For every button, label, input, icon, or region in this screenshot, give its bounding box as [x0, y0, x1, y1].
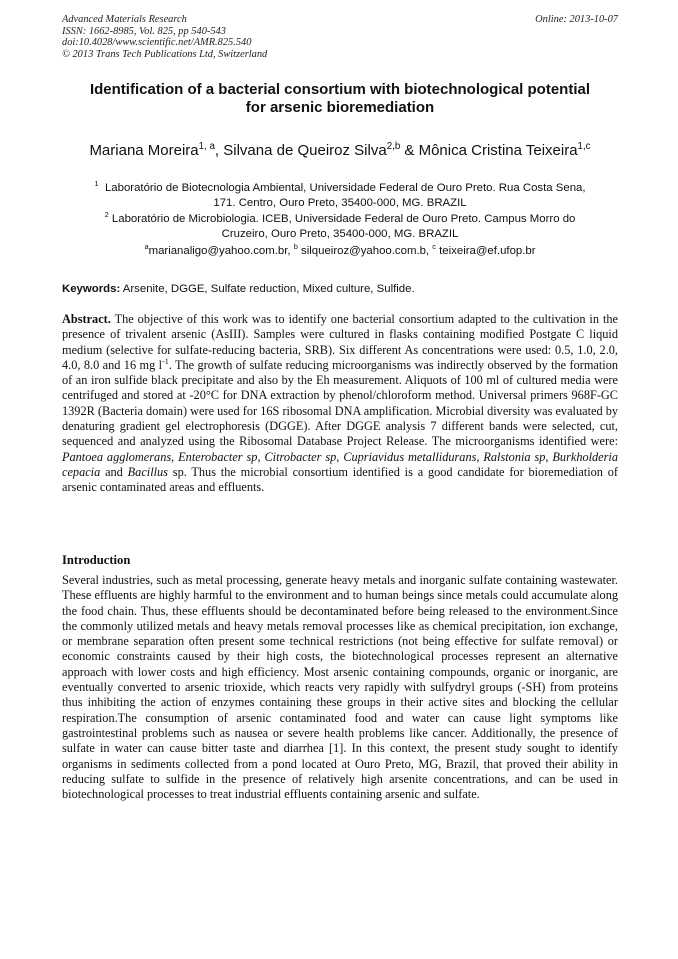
abstract [62, 312, 618, 496]
affiliation-2-line-1 [62, 212, 618, 227]
abstract-label: Abstract. [62, 312, 111, 326]
email-2[interactable]: silqueiroz@yahoo.com.b, [297, 245, 433, 257]
journal-header [62, 14, 618, 60]
affiliation-1-line-1 [62, 181, 618, 196]
abstract-sep-6: and [100, 464, 128, 479]
abstract-text-1: The objective of this work was to identify one bacterial consortium adapted to the cultivation in the presence of trivalent arsenic (AsIII). Samples were cultured in flasks containing modified Postgate C liquid medium (selective for sulfate-reducing bacteria, SRB). Six different As concentrations were used: 0.5, 1.0, 2.0, 4.0, 8.0 and 16 mg l [62, 312, 618, 372]
organism-7: Bacillus [127, 464, 168, 479]
affiliation-1-text: Laboratório de Biotecnologia Ambiental, Universidade Federal de Ouro Preto. Rua Costa Sena, [104, 182, 586, 194]
email-1-sup: a [144, 242, 149, 252]
affiliations [62, 181, 618, 243]
email-3-sup: c [432, 242, 436, 252]
journal-issn: ISSN: 1662-8985, Vol. 825, pp 540-543 [62, 25, 226, 37]
affiliation-1-line-2: 171. Centro, Ouro Preto, 35400-000, MG. BRAZIL [213, 197, 467, 210]
keywords-label: Keywords: [62, 283, 121, 295]
abstract-text-3: sp. Thus the microbial consortium identified is a good candidate for bioremediation of arsenic contaminated areas and effluents. [62, 464, 618, 495]
affiliation-2-text: Laboratório de Microbiologia. ICEB, Universidade Federal de Ouro Preto. Campus Morro do [111, 212, 576, 225]
author-2-sup: 2,b [386, 141, 401, 152]
organism-1: Pantoea agglomerans [62, 449, 172, 464]
organism-2: Enterobacter sp [178, 449, 258, 464]
affiliation-1-sup: 1 [94, 179, 99, 189]
email-2-sup: b [293, 242, 298, 252]
keywords [62, 282, 618, 296]
email-3[interactable]: teixeira@ef.ufop.br [435, 245, 536, 257]
abstract-sep-5: , [545, 449, 553, 464]
author-1-sup: 1, a [198, 141, 215, 152]
organism-5: Ralstonia sp [483, 449, 546, 464]
author-separator-1: , Silvana de Queiroz Silva [214, 142, 387, 159]
abstract-sep-3: , [336, 449, 344, 464]
organism-4: Cupriavidus metallidurans [343, 449, 477, 464]
abstract-sep-1: , [171, 449, 179, 464]
abstract-text-2: . The growth of sulfate reducing microorganisms was indirectly observed by the formation of an iron sulfide black precipitate and also by the Eh measurement. Aliquots of 100 ml of cultured media were centrifuged and stored at -20°C for DNA extraction by phenol/chloroform method. Universal primers 968F-GC 1392R (Bacteria domain) were used for 16S ribosomal DNA amplification. Microbial diversity was evaluated by denaturing gradient gel electrophoresis (DGGE). After DGGE analysis 7 different bands were selected, cut, sequenced and analyzed using the Ribosomal Database Project Release. The microorganisms identified were: [62, 357, 619, 449]
title-line-1: Identification of a bacterial consortium with biotechnological potential [89, 81, 591, 98]
keywords-text: Arsenite, DGGE, Sulfate reduction, Mixed culture, Sulfide. [120, 283, 415, 295]
title-line-2: for arsenic bioremediation [245, 99, 435, 116]
author-separator-2: & Mônica Cristina Teixeira [400, 142, 578, 159]
journal-doi: doi:10.4028/www.scientific.net/AMR.825.540 [62, 37, 252, 49]
author-1-name: Mariana Moreira [89, 142, 199, 159]
introduction-text: Several industries, such as metal processing, generate heavy metals and inorganic sulfate containing wastewater. These effluents are highly harmful to the environment and to human beings since metals could accumulate along the food chain. Thus, these effluents should be decontaminated before being released to the environment.Since the commonly utilized metals and heavy metals removal processes like as chemical precipitation, ion exchange, or membrane separation often present some technical restrictions (not being effective for sulfate removal) or economic constraints caused by their high costs, the biotechnological processes represent an alternative approach with lower costs and high efficiency. Most arsenic containing compounds, organic or inorganic, are eventually converted to arsenic trioxide, which reacts very rapidly with sulfydryl groups (-SH) from proteins thus inhibiting the action of enzymes containing these groups in their active sites and blocking the cellular respiration.The consumption of arsenic contaminated food and water can cause light symptoms like gastrointestinal problems such as nausea or severe health problems like cancer. Additionally, the presence of sulfate in water can cause bitter taste and diarrhea [1]. In this context, the present study sought to identify organisms in sediments collected from a pond located at Ouro Preto, MG, Brazil, that proved their ability in reducing sulfate to sulfide in the presence of relatively high arsenite concentrations, and can be used in biotechnological processes to treat industrial effluents containing arsenic and sulfate. [62, 573, 618, 802]
abstract-unit-sup: -1 [162, 356, 169, 366]
introduction-heading: Introduction [62, 553, 131, 567]
affiliation-2-line-2: Cruzeiro, Ouro Preto, 35400-000, MG. BRAZIL [221, 228, 459, 241]
affiliation-2-sup: 2 [104, 210, 109, 220]
abstract-sep-4: , [476, 449, 484, 464]
journal-copyright: © 2013 Trans Tech Publications Ltd, Switzerland [62, 48, 268, 60]
journal-name: Advanced Materials Research [62, 14, 187, 25]
author-3-sup: 1,c [577, 141, 591, 152]
online-date: Online: 2013-10-07 [535, 14, 618, 25]
organism-3: Citrobacter sp [264, 449, 337, 464]
author-list [62, 141, 618, 161]
paper-title [62, 81, 618, 117]
author-emails [62, 244, 618, 258]
organism-6: Burkholderia cepacia [62, 449, 618, 479]
email-1[interactable]: marianaligo@yahoo.com.br, [148, 245, 294, 257]
abstract-sep-2: , [257, 449, 265, 464]
